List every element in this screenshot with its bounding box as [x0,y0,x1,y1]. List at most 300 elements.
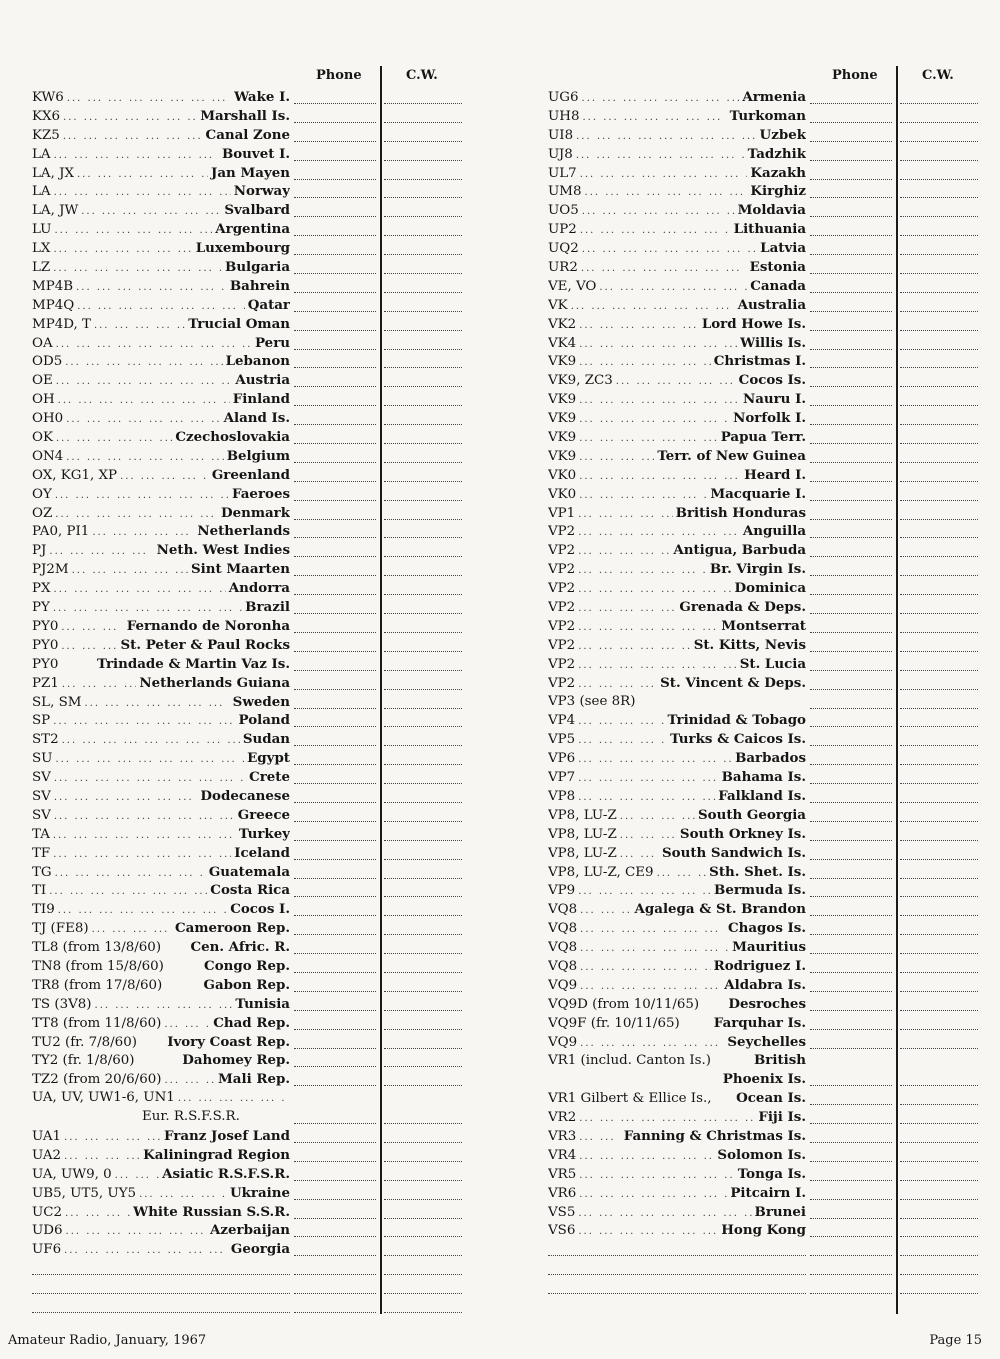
cw-entry-field[interactable] [384,1199,462,1200]
phone-entry-field[interactable] [810,821,892,822]
phone-entry-field[interactable] [294,367,376,368]
cw-entry-field[interactable] [900,500,978,501]
cw-entry-field[interactable] [384,1274,462,1275]
cw-entry-field[interactable] [384,878,462,879]
cw-entry-field[interactable] [384,764,462,765]
phone-entry-field[interactable] [810,1010,892,1011]
cw-entry-field[interactable] [384,1180,462,1181]
phone-entry-field[interactable] [294,235,376,236]
phone-entry-field[interactable] [810,991,892,992]
phone-entry-field[interactable] [810,1123,892,1124]
blank-name-field[interactable] [548,1274,806,1275]
cw-entry-field[interactable] [384,896,462,897]
phone-entry-field[interactable] [810,1104,892,1105]
cw-entry-field[interactable] [384,311,462,312]
blank-name-field[interactable] [32,1274,290,1275]
cw-entry-field[interactable] [384,1236,462,1237]
phone-entry-field[interactable] [294,632,376,633]
cw-entry-field[interactable] [384,349,462,350]
cw-entry-field[interactable] [900,481,978,482]
cw-entry-field[interactable] [384,726,462,727]
phone-entry-field[interactable] [810,915,892,916]
phone-entry-field[interactable] [294,292,376,293]
phone-entry-field[interactable] [294,1029,376,1030]
country-name: White Russian S.S.R. [133,1203,290,1220]
cw-entry-field[interactable] [900,821,978,822]
cw-entry-field[interactable] [900,1010,978,1011]
cw-entry-field[interactable] [384,500,462,501]
cw-entry-field[interactable] [900,405,978,406]
phone-entry-field[interactable] [294,141,376,142]
phone-entry-field[interactable] [810,859,892,860]
dot-leader [178,1090,287,1108]
cw-entry-field[interactable] [900,1218,978,1219]
cw-entry-field[interactable] [384,575,462,576]
cw-entry-field[interactable] [384,103,462,104]
phone-entry-field[interactable] [294,330,376,331]
cw-entry-field[interactable] [384,386,462,387]
call-prefix: VR4 [548,1147,577,1163]
cw-entry-field[interactable] [900,840,978,841]
country-name: Ivory Coast Rep. [167,1033,290,1050]
cw-entry-field[interactable] [384,783,462,784]
phone-entry-field[interactable] [294,915,376,916]
cw-entry-field[interactable] [384,632,462,633]
phone-entry-field[interactable] [810,1180,892,1181]
country-name: Trucial Oman [188,315,290,332]
cw-entry-field[interactable] [384,708,462,709]
cw-entry-field[interactable] [384,670,462,671]
list-item [32,598,462,617]
phone-entry-field[interactable] [294,991,376,992]
phone-entry-field[interactable] [294,537,376,538]
cw-entry-field[interactable] [900,122,978,123]
phone-entry-field[interactable] [294,594,376,595]
cw-entry-field[interactable] [384,934,462,935]
phone-entry-field[interactable] [810,424,892,425]
cw-entry-field[interactable] [384,1293,462,1294]
cw-entry-field[interactable] [384,745,462,746]
phone-entry-field[interactable] [294,273,376,274]
country-name: Jan Mayen [211,164,290,181]
phone-entry-field[interactable] [294,443,376,444]
phone-entry-field[interactable] [810,349,892,350]
cw-entry-field[interactable] [384,462,462,463]
cw-entry-field[interactable] [384,1085,462,1086]
list-item [32,1203,462,1222]
list-item [548,674,978,693]
phone-entry-field[interactable] [810,783,892,784]
country-name: Norfolk I. [733,410,806,427]
cw-entry-field[interactable] [384,1010,462,1011]
phone-entry-field[interactable] [294,934,376,935]
phone-entry-field[interactable] [294,859,376,860]
phone-entry-field[interactable] [810,556,892,557]
phone-entry-field[interactable] [294,1312,376,1313]
cw-entry-field[interactable] [900,424,978,425]
cw-entry-field[interactable] [900,179,978,180]
cw-entry-field[interactable] [384,594,462,595]
cw-entry-field[interactable] [900,349,978,350]
phone-entry-field[interactable] [810,1161,892,1162]
cw-entry-field[interactable] [900,216,978,217]
cw-entry-field[interactable] [384,1123,462,1124]
cw-entry-field[interactable] [900,160,978,161]
phone-entry-field[interactable] [294,1048,376,1049]
phone-entry-field[interactable] [810,896,892,897]
call-prefix: LA [32,184,51,200]
phone-entry-field[interactable] [810,1199,892,1200]
cw-entry-field[interactable] [900,386,978,387]
cw-entry-field[interactable] [900,443,978,444]
phone-entry-field[interactable] [810,1236,892,1237]
phone-entry-field[interactable] [294,1180,376,1181]
phone-entry-field[interactable] [810,670,892,671]
phone-entry-field[interactable] [294,556,376,557]
entry-line [32,1203,290,1224]
cw-entry-field[interactable] [384,972,462,973]
phone-entry-field[interactable] [810,537,892,538]
cw-entry-field[interactable] [384,481,462,482]
phone-entry-field[interactable] [810,367,892,368]
cw-entry-field[interactable] [384,953,462,954]
list-item [32,164,462,183]
list-item [548,919,978,938]
phone-entry-field[interactable] [810,972,892,973]
list-item [548,560,978,579]
phone-entry-field[interactable] [294,500,376,501]
phone-entry-field[interactable] [810,273,892,274]
phone-entry-field[interactable] [810,122,892,123]
phone-entry-field[interactable] [810,764,892,765]
phone-entry-field[interactable] [294,575,376,576]
phone-entry-field[interactable] [294,651,376,652]
phone-entry-field[interactable] [294,103,376,104]
phone-entry-field[interactable] [294,972,376,973]
cw-entry-field[interactable] [900,670,978,671]
cw-entry-field[interactable] [900,991,978,992]
phone-entry-field[interactable] [810,1274,892,1275]
phone-entry-field[interactable] [294,1293,376,1294]
cw-entry-field[interactable] [384,613,462,614]
cw-entry-field[interactable] [384,197,462,198]
cw-entry-field[interactable] [384,273,462,274]
phone-entry-field[interactable] [810,197,892,198]
cw-entry-field[interactable] [900,537,978,538]
cw-entry-field[interactable] [900,1255,978,1256]
phone-entry-field[interactable] [810,103,892,104]
country-name: Chad Rep. [213,1014,290,1031]
cw-entry-field[interactable] [900,764,978,765]
cw-entry-field[interactable] [900,235,978,236]
cw-entry-field[interactable] [900,783,978,784]
country-name: Rodriguez I. [713,957,806,974]
phone-entry-field[interactable] [810,1029,892,1030]
cw-entry-field[interactable] [384,915,462,916]
phone-entry-field[interactable] [294,764,376,765]
cw-entry-field[interactable] [384,1142,462,1143]
entry-line [32,504,290,525]
cw-entry-field[interactable] [900,330,978,331]
phone-entry-field[interactable] [810,386,892,387]
cw-entry-field[interactable] [900,915,978,916]
cw-entry-field[interactable] [900,632,978,633]
phone-entry-field[interactable] [294,424,376,425]
phone-entry-field[interactable] [810,235,892,236]
phone-entry-field[interactable] [810,292,892,293]
phone-entry-field[interactable] [810,1085,892,1086]
phone-entry-field[interactable] [810,500,892,501]
cw-entry-field[interactable] [384,802,462,803]
cw-entry-field[interactable] [384,254,462,255]
cw-entry-field[interactable] [900,1236,978,1237]
cw-entry-field[interactable] [384,424,462,425]
cw-entry-field[interactable] [900,1142,978,1143]
country-name: Azerbaijan [210,1222,290,1239]
phone-entry-field[interactable] [810,1142,892,1143]
phone-entry-field[interactable] [810,481,892,482]
phone-entry-field[interactable] [294,462,376,463]
cw-entry-field[interactable] [900,651,978,652]
phone-entry-field[interactable] [810,1293,892,1294]
phone-entry-field[interactable] [294,1161,376,1162]
cw-entry-field[interactable] [900,462,978,463]
cw-entry-field[interactable] [384,1066,462,1067]
phone-entry-field[interactable] [810,1218,892,1219]
phone-entry-field[interactable] [810,1255,892,1256]
cw-entry-field[interactable] [900,1180,978,1181]
cw-header: C.W. [406,68,438,83]
cw-entry-field[interactable] [900,367,978,368]
list-item [548,844,978,863]
cw-entry-field[interactable] [900,896,978,897]
phone-entry-field[interactable] [810,216,892,217]
cw-entry-field[interactable] [384,537,462,538]
cw-entry-field[interactable] [900,292,978,293]
phone-entry-field[interactable] [810,311,892,312]
phone-entry-field[interactable] [294,1085,376,1086]
cw-entry-field[interactable] [384,141,462,142]
phone-entry-field[interactable] [294,1142,376,1143]
cw-entry-field[interactable] [900,934,978,935]
country-name: Cocos I. [230,901,290,918]
blank-name-field[interactable] [548,1293,806,1294]
phone-entry-field[interactable] [294,179,376,180]
cw-entry-field[interactable] [900,745,978,746]
cw-entry-field[interactable] [900,575,978,576]
phone-entry-field[interactable] [294,689,376,690]
cw-entry-field[interactable] [900,519,978,520]
cw-entry-field[interactable] [384,519,462,520]
cw-entry-field[interactable] [384,160,462,161]
cw-entry-field[interactable] [384,991,462,992]
phone-entry-field[interactable] [294,1066,376,1067]
entry-line [32,560,290,581]
cw-entry-field[interactable] [384,367,462,368]
cw-entry-field[interactable] [900,311,978,312]
cw-entry-field[interactable] [900,1123,978,1124]
cw-entry-field[interactable] [384,689,462,690]
blank-name-field[interactable] [32,1312,290,1313]
cw-entry-field[interactable] [900,708,978,709]
phone-entry-field[interactable] [810,575,892,576]
cw-entry-field[interactable] [900,802,978,803]
cw-entry-field[interactable] [900,859,978,860]
cw-entry-field[interactable] [900,103,978,104]
phone-entry-field[interactable] [810,179,892,180]
phone-entry-field[interactable] [294,1123,376,1124]
phone-entry-field[interactable] [294,726,376,727]
cw-entry-field[interactable] [900,689,978,690]
phone-entry-field[interactable] [810,405,892,406]
cw-entry-field[interactable] [900,1085,978,1086]
phone-entry-field[interactable] [294,745,376,746]
entry-line [548,504,806,525]
phone-entry-field[interactable] [294,821,376,822]
call-prefix: VP2 [548,562,576,578]
phone-entry-field[interactable] [810,613,892,614]
list-item [32,352,462,371]
phone-entry-field[interactable] [294,254,376,255]
entry-line [32,711,290,732]
cw-entry-field[interactable] [384,216,462,217]
phone-entry-field[interactable] [810,1048,892,1049]
cw-entry-field[interactable] [384,821,462,822]
country-name: Turkey [238,825,290,842]
phone-entry-field[interactable] [294,783,376,784]
cw-entry-field[interactable] [900,197,978,198]
cw-entry-field[interactable] [384,179,462,180]
cw-entry-field[interactable] [900,594,978,595]
phone-entry-field[interactable] [810,802,892,803]
cw-entry-field[interactable] [384,1029,462,1030]
cw-entry-field[interactable] [384,556,462,557]
cw-entry-field[interactable] [900,1048,978,1049]
phone-entry-field[interactable] [294,481,376,482]
blank-name-field[interactable] [32,1293,290,1294]
country-name: Terr. of New Guinea [657,447,806,464]
phone-entry-field[interactable] [810,462,892,463]
blank-name-field[interactable] [548,1255,806,1256]
phone-entry-field[interactable] [294,1274,376,1275]
list-item [32,258,462,277]
entry-line [548,258,806,279]
cw-entry-field[interactable] [384,330,462,331]
phone-entry-field[interactable] [810,160,892,161]
cw-entry-field[interactable] [900,1104,978,1105]
phone-entry-field[interactable] [810,443,892,444]
cw-entry-field[interactable] [384,1218,462,1219]
phone-entry-field[interactable] [810,632,892,633]
phone-entry-field[interactable] [294,519,376,520]
cw-entry-field[interactable] [900,878,978,879]
phone-entry-field[interactable] [294,349,376,350]
cw-entry-field[interactable] [900,953,978,954]
phone-entry-field[interactable] [294,802,376,803]
cw-entry-field[interactable] [384,405,462,406]
cw-entry-field[interactable] [384,443,462,444]
phone-entry-field[interactable] [294,386,376,387]
phone-entry-field[interactable] [294,160,376,161]
phone-entry-field[interactable] [810,519,892,520]
phone-entry-field[interactable] [294,1199,376,1200]
cw-entry-field[interactable] [384,859,462,860]
phone-entry-field[interactable] [810,254,892,255]
phone-entry-field[interactable] [810,708,892,709]
cw-entry-field[interactable] [900,273,978,274]
phone-entry-field[interactable] [294,896,376,897]
phone-entry-field[interactable] [294,1218,376,1219]
cw-entry-field[interactable] [384,651,462,652]
call-prefix: VP7 [548,770,576,786]
cw-entry-field[interactable] [900,1029,978,1030]
cw-entry-field[interactable] [384,1312,462,1313]
cw-entry-field[interactable] [900,556,978,557]
phone-entry-field[interactable] [294,708,376,709]
cw-entry-field[interactable] [900,972,978,973]
entry-line [32,995,290,1016]
phone-entry-field[interactable] [294,197,376,198]
cw-entry-field[interactable] [900,726,978,727]
cw-entry-field[interactable] [384,840,462,841]
phone-entry-field[interactable] [810,878,892,879]
cw-entry-field[interactable] [384,292,462,293]
cw-entry-field[interactable] [900,254,978,255]
cw-entry-field[interactable] [384,1161,462,1162]
phone-entry-field[interactable] [294,405,376,406]
list-item [32,1146,462,1165]
phone-entry-field[interactable] [810,953,892,954]
phone-entry-field[interactable] [294,1255,376,1256]
phone-entry-field[interactable] [810,689,892,690]
cw-entry-field[interactable] [384,122,462,123]
cw-entry-field[interactable] [900,1293,978,1294]
list-item [32,1240,462,1259]
phone-entry-field[interactable] [294,878,376,879]
phone-entry-field[interactable] [810,726,892,727]
country-name: Dodecanese [200,787,290,804]
phone-entry-field[interactable] [294,953,376,954]
cw-entry-field[interactable] [900,1274,978,1275]
cw-entry-field[interactable] [384,1255,462,1256]
phone-entry-field[interactable] [810,745,892,746]
phone-entry-field[interactable] [810,594,892,595]
phone-entry-field[interactable] [294,613,376,614]
phone-entry-field[interactable] [810,330,892,331]
phone-entry-field[interactable] [294,1010,376,1011]
cw-entry-field[interactable] [384,1048,462,1049]
cw-entry-field[interactable] [900,613,978,614]
list-item [32,466,462,485]
phone-entry-field[interactable] [810,934,892,935]
phone-entry-field[interactable] [294,216,376,217]
phone-entry-field[interactable] [294,1236,376,1237]
cw-entry-field[interactable] [900,1161,978,1162]
entry-line [32,352,290,373]
phone-entry-field[interactable] [810,840,892,841]
column-header [548,66,978,88]
cw-entry-field[interactable] [384,235,462,236]
phone-entry-field[interactable] [294,122,376,123]
phone-entry-field[interactable] [810,651,892,652]
phone-entry-field[interactable] [294,670,376,671]
country-name: St. Lucia [739,655,806,672]
phone-entry-field[interactable] [294,840,376,841]
phone-entry-field[interactable] [294,311,376,312]
phone-entry-field[interactable] [810,141,892,142]
cw-entry-field[interactable] [900,141,978,142]
cw-entry-field[interactable] [900,1199,978,1200]
